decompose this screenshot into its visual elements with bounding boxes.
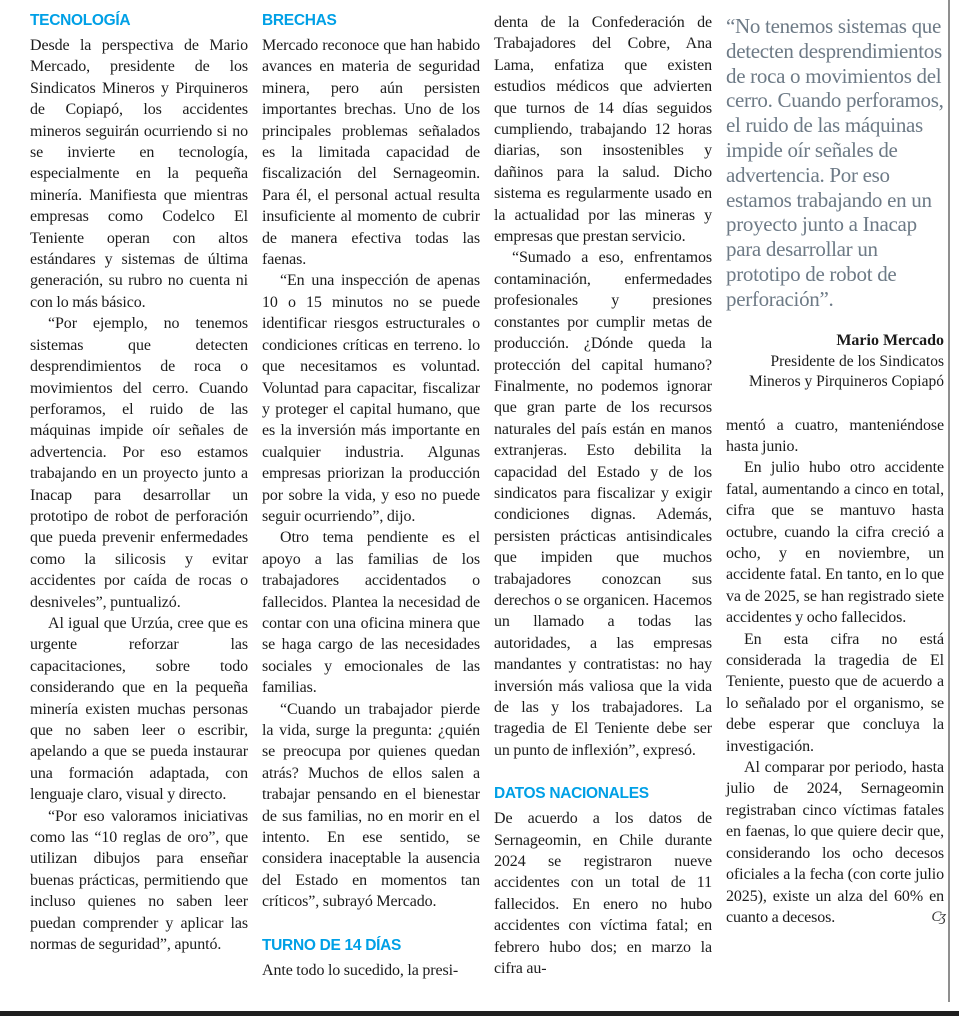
attribution-title: Presidente de los Sindicatos Mineros y Pirquineros Copiapó [748, 352, 944, 391]
paragraph: De acuerdo a los datos de Sernageomin, en Chile durante 2024 se registraron nueve accidentes con un total de 11 fallecidos. En enero no hubo accidentes con víctima fatal; en febrero hubo dos; en marzo la cifra au- [494, 810, 712, 978]
paragraph: “Por ejemplo, no tenemos sistemas que detecten desprendimientos de roca o movimientos del cerro. Cuando perforamos, el ruido de las máquinas impide oír señales de advertencia. Por eso estamos trabajando en un proyecto junto a Inacap para desarrollar un prototipo de robot de perforación que pueda prevenir enfermedades como la silicosis y evitar accidentes por caída de rocas o desniveles”, puntualizó. [30, 315, 248, 611]
paragraph-text: Al comparar por periodo, hasta julio de 2024, Sernageomin registraban cinco víctimas fatales en faenas, lo que quiere decir que, considerando los ocho decesos oficiales a la fecha (con corte julio 2025), existe un alza del 60% en cuanto a decesos. [726, 759, 944, 926]
section-header-brechas: BRECHAS [262, 12, 337, 29]
pull-quote: “No tenemos sistemas que detecten desprendimientos de roca o movimientos del cerro. Cuando perforamos, el ruido de las máquinas impide oír señales de advertencia. Por eso estamos trabajando en un proyecto junto a Inacap para desarrollar un prototipo de robot de perforación”. [726, 14, 944, 311]
column-2 [262, 12, 480, 981]
attribution-name: Mario Mercado [836, 331, 944, 349]
column-1 [30, 12, 248, 955]
paragraph: “En una inspección de apenas 10 o 15 minutos no se puede identificar riesgos estructurales o condiciones críticas en terreno. lo que necesitamos es voluntad. Voluntad para capacitar, fiscalizar y proteger el capital humano, que es la inversión más importante en cualquier industria. Algunas empresas priorizan la producción por sobre la vida, y eso no puede seguir ocurriendo”, dijo. [262, 272, 480, 525]
paragraph: “Cuando un trabajador pierde la vida, surge la pregunta: ¿quién se preocupa por quienes quedan atrás? Muchos de ellos salen a trabajar pensando en el bienestar de sus familias, no en morir en el intento. En ese sentido, se considera inaceptable la ausencia del Estado en momentos tan críticos”, subrayó Mercado. [262, 700, 480, 911]
paragraph: Desde la perspectiva de Mario Mercado, presidente de los Sindicatos Mineros y Pirquineros de Copiapó, los accidentes mineros seguirán ocurriendo si no se invierte en tecnología, especialmente en la pequeña minería. Manifiesta que mientras empresas como Codelco El Teniente operan con altos estándares y sistemas de última generación, su rubro no cuenta ni con lo más básico. [30, 37, 248, 311]
bottom-page-rule [0, 1011, 959, 1016]
paragraph: En esta cifra no está considerada la tragedia de El Teniente, puesto que de acuerdo a lo señalado por el organismo, se debe esperar que concluya la investigación. [726, 630, 944, 755]
paragraph: mentó a cuatro, manteniéndose hasta junio. [726, 416, 944, 455]
section-header-datos-nacionales: DATOS NACIONALES [494, 785, 649, 803]
section-header-turno-14-dias: TURNO DE 14 DÍAS [262, 936, 402, 954]
paragraph: En julio hubo otro accidente fatal, aumentando a cinco en total, cifra que se mantuvo hasta octubre, cuando la cifra creció a ocho, y en noviembre, un accidente fatal. En tanto, en lo que va de 2025, se han registrado siete accidentes y ocho fallecidos. [726, 459, 944, 627]
paragraph: Al igual que Urzúa, cree que es urgente reforzar las capacitaciones, sobre todo considerando que en la pequeña minería existen muchas personas que no saben leer o escribir, apelando a que se pueda instaurar una formación adaptada, con lenguaje claro, visual y directo. [30, 614, 248, 804]
paragraph: denta de la Confederación de Trabajadores del Cobre, Ana Lama, enfatiza que existen estudios médicos que advierten que turnos de 14 días seguidos cumpliendo, trabajando 12 horas diarias, son insostenibles y dañinos para la salud. Dicho sistema es regularmente usado en la actualidad por las mineras y empresas que prestan servicio. [494, 14, 712, 246]
column-4 [726, 12, 944, 928]
paragraph: Ante todo lo sucedido, la presi- [262, 961, 459, 979]
paragraph: “Por eso valoramos iniciativas como las “10 reglas de oro”, que utilizan dibujos para enseñar buenas prácticas, permitiendo que incluso quienes no saben leer puedan comprender y aplicar las normas de seguridad”, apuntó. [30, 807, 248, 954]
right-edge-rule [948, 0, 950, 1002]
paragraph: “Sumado a eso, enfrentamos contaminación, enfermedades profesionales y presiones constantes por cumplir metas de producción. ¿Dónde queda la protección del capital humano? Finalmente, no podemos ignorar que gran parte de los recursos naturales del país están en manos extranjeras. Esto debilita la capacidad del Estado y de los sindicatos para fiscalizar y exigir condiciones dignas. Además, persisten prácticas antisindicales que impiden que muchos trabajadores conozcan sus derechos o se organicen. Hacemos un llamado a todas las autoridades, a las empresas mandantes y contratistas: no hay inversión más valiosa que la vida de las y los trabajadores. La tragedia de El Teniente debe ser un punto de inflexión”, expresó. [494, 249, 712, 759]
column-4-body [726, 415, 944, 929]
article-columns [30, 12, 944, 981]
paragraph: Mercado reconoce que han habido avances en materia de seguridad minera, pero aún persisten importantes brechas. Uno de los principales problemas señalados es la limitada capacidad de fiscalización del Sernageomin. Para él, el personal actual resulta insuficiente al momento de cubrir de manera efectiva todas las faenas. [262, 37, 480, 269]
paragraph: Otro tema pendiente es el apoyo a las familias de los trabajadores accidentados o fallecidos. Plantea la necesidad de contar con una oficina minera que se haga cargo de las necesidades sociales y emocionales de las familias. [262, 529, 480, 697]
end-of-article-mark: Cʒ [931, 908, 944, 925]
section-header-tecnologia: TECNOLOGÍA [30, 12, 131, 29]
column-3 [494, 12, 712, 979]
paragraph [726, 757, 944, 928]
